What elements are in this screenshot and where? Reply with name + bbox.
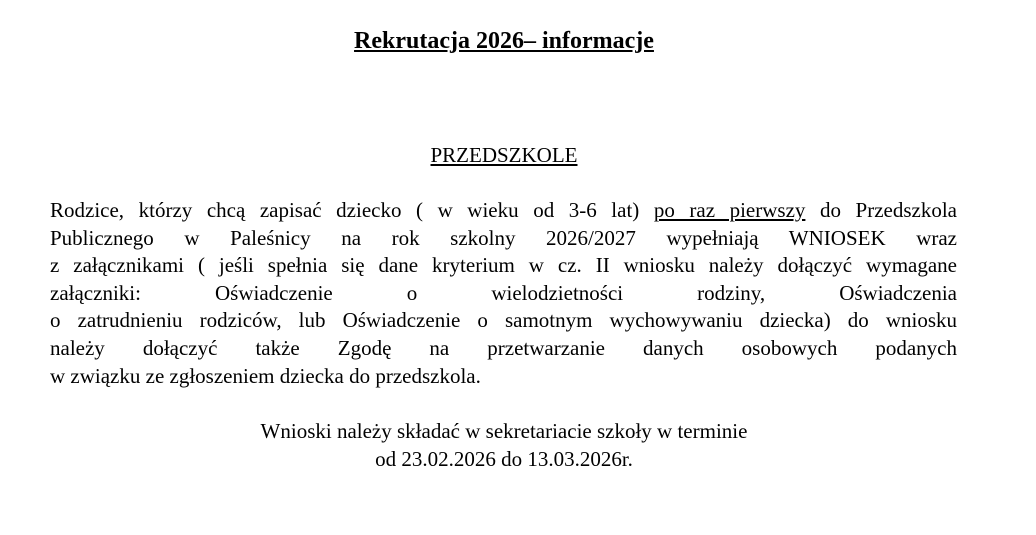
first-time-emphasis: po raz pierwszy	[653, 198, 806, 222]
paragraph-line-1	[50, 197, 957, 225]
document-title: Rekrutacja 2026– informacje	[354, 28, 654, 54]
submission-deadline	[0, 418, 1008, 473]
paragraph-line-1-start: Rodzice, którzy chcą zapisać dziecko ( w wieku od 3-6 lat)	[50, 198, 654, 222]
paragraph-line-2: Publicznego w Paleśnicy na rok szkolny 2026/2027 wypełniają WNIOSEK wraz	[50, 225, 957, 250]
paragraph-line-4: załączniki: Oświadczenie o wielodzietności rodziny, Oświadczenia	[50, 280, 957, 305]
paragraph-line-3: z załącznikami ( jeśli spełnia się dane kryterium w cz. II wniosku należy dołączyć wymagane	[50, 253, 957, 278]
deadline-line-2: od 23.02.2026 do 13.03.2026r.	[375, 446, 633, 471]
section-heading-przedszkole: PRZEDSZKOLE	[430, 143, 578, 167]
recruitment-paragraph	[50, 197, 957, 390]
paragraph-line-7: w związku ze zgłoszeniem dziecka do przedszkola.	[50, 363, 481, 388]
paragraph-line-6: należy dołączyć także Zgodę na przetwarzanie danych osobowych podanych	[50, 335, 957, 360]
deadline-line-1: Wnioski należy składać w sekretariacie szkoły w terminie	[260, 419, 748, 443]
paragraph-line-5: o zatrudnieniu rodziców, lub Oświadczenie o samotnym wychowywaniu dziecka) do wniosku	[50, 308, 957, 333]
paragraph-line-1-end: do Przedszkola	[805, 198, 957, 222]
